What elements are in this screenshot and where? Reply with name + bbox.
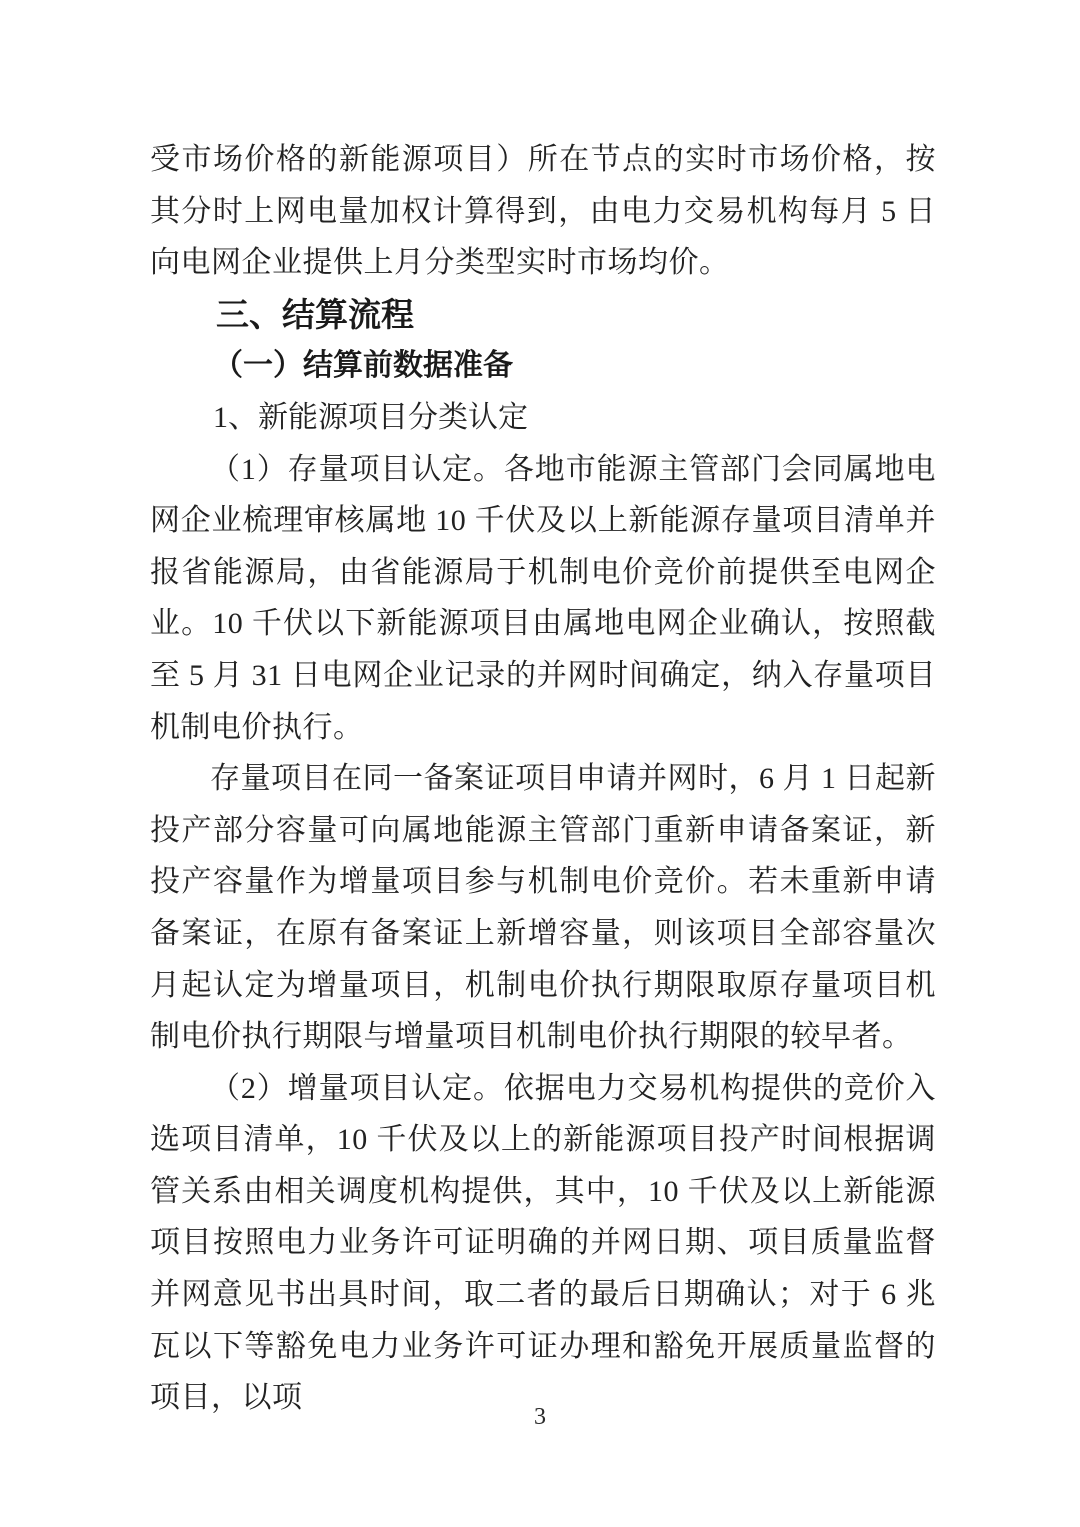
subsection-heading-data-preparation: （一）结算前数据准备 xyxy=(213,349,513,383)
paragraph-stock-capacity-rules: 存量项目在同一备案证项目申请并网时，6 月 1 日起新投产部分容量可向属地能源主管部门重新申请备案证，新投产容量作为增量项目参与机制电价竞价。若未重新申请备案证，在原有备案证上新增容量，则该项目全部容量次月起认定为增量项目，机制电价执行期限取原存量项目机制电价执行期限与增量项目机制电价执行期限的较早者。 xyxy=(150,762,936,1054)
paragraph-stock-project-determination: （1）存量项目认定。各地市能源主管部门会同属地电网企业梳理审核属地 10 千伏及以上新能源存量项目清单并报省能源局，由省能源局于机制电价竞价前提供至电网企业。10 千伏以下新能源项目由属地电网企业确认，按照截至 5 月 31 日电网企业记录的并网时间确定，纳入存量项目机制电价执行。 xyxy=(150,452,936,744)
paragraph-increment-project-determination: （2）增量项目认定。依据电力交易机构提供的竞价入选项目清单，10 千伏及以上的新能源项目投产时间根据调管关系由相关调度机构提供，其中，10 千伏及以上新能源项目按照电力业务许可证明确的并网日期、项目质量监督并网意见书出具时间，取二者的最后日期确认；对于 6 兆瓦以下等豁免电力业务许可证办理和豁免开展质量监督的项目，以项 xyxy=(150,1071,936,1415)
item-heading-project-classification: 1、新能源项目分类认定 xyxy=(213,400,528,434)
page-footer xyxy=(0,1402,1080,1432)
paragraph-continuation: 受市场价格的新能源项目）所在节点的实时市场价格，按其分时上网电量加权计算得到，由电力交易机构每月 5 日向电网企业提供上月分类型实时市场均价。 xyxy=(150,143,936,280)
document-body xyxy=(150,134,936,1424)
section-heading-settlement-process: 三、结算流程 xyxy=(216,295,414,333)
page-number: 3 xyxy=(534,1404,546,1430)
